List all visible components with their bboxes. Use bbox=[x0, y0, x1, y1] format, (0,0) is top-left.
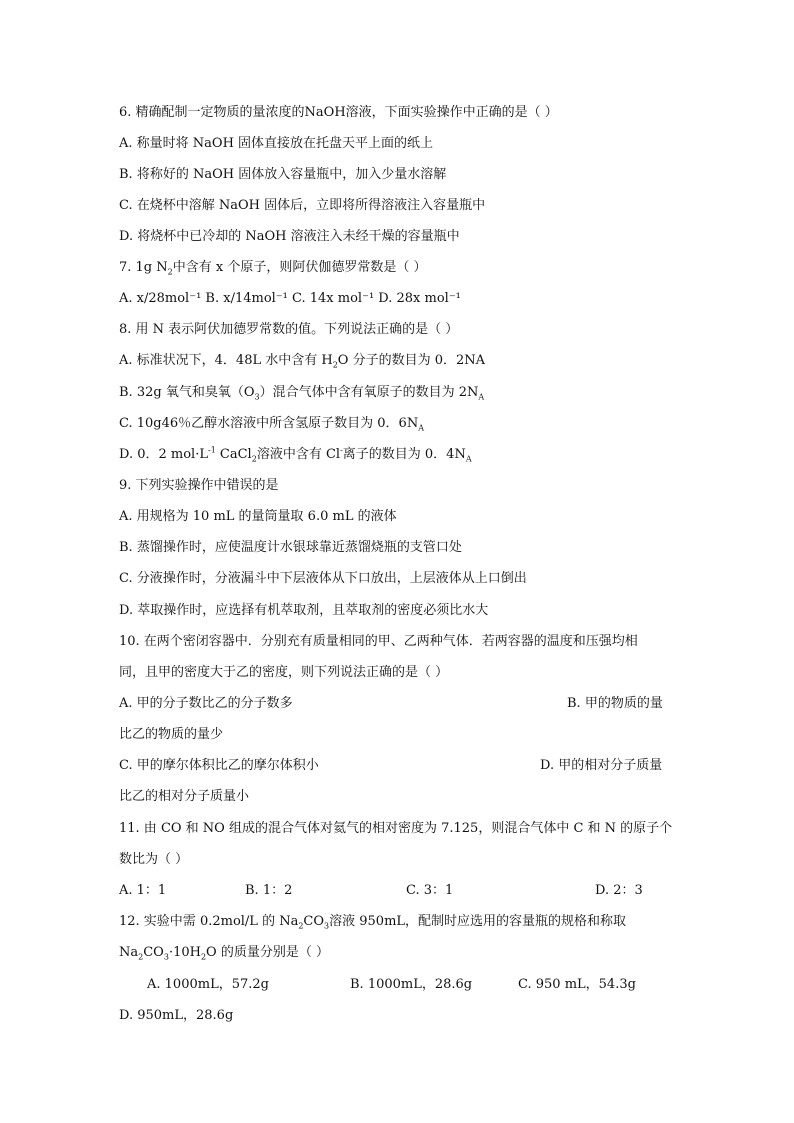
q8-a-sub: 2 bbox=[332, 360, 338, 370]
question-9-option-b: B. 蒸馏操作时，应使温度计水银球靠近蒸馏烧瓶的支管口处 bbox=[119, 540, 462, 555]
question-10-option-d-part2: 比乙的相对分子质量小 bbox=[119, 789, 250, 804]
question-7-stem bbox=[119, 259, 426, 277]
q12-s1-post: 溶液 950mL，配制时应选用的容量瓶的规格和称取 bbox=[329, 914, 627, 929]
q8-b-mid: ）混合气体中含有氧原子的数目为 2N bbox=[259, 385, 479, 400]
question-6-option-d: D. 将烧杯中已冷却的 NaOH 溶液注入未经干燥的容量瓶中 bbox=[119, 229, 460, 244]
question-7-options: A. x/28mol⁻¹ B. x/14mol⁻¹ C. 14x mol⁻¹ D. 28x mol⁻¹ bbox=[119, 291, 461, 306]
question-12-option-d: D. 950mL，28.6g bbox=[119, 1008, 234, 1023]
question-6-option-c: C. 在烧杯中溶解 NaOH 固体后，立即将所得溶液注入容量瓶中 bbox=[119, 198, 486, 213]
question-6-stem: 6. 精确配制一定物质的量浓度的NaOH溶液，下面实验操作中正确的是（ ） bbox=[119, 105, 558, 120]
q8-d-mid: CaCl bbox=[215, 447, 252, 462]
question-9-option-c: C. 分液操作时，分液漏斗中下层液体从下口放出，上层液体从上口倒出 bbox=[119, 571, 527, 586]
q12-s2-sub3: 2 bbox=[200, 952, 207, 962]
question-12-option-b: B. 1000mL，28.6g bbox=[350, 977, 473, 992]
question-9-option-a: A. 用规格为 10 mL 的量筒量取 6.0 mL 的液体 bbox=[119, 509, 397, 524]
q12-s2-sub2: 3 bbox=[163, 952, 169, 962]
question-8-option-b bbox=[119, 384, 484, 402]
q12-s2-post: O 的质量分别是（ ） bbox=[206, 945, 329, 960]
question-12-option-a: A. 1000mL，57.2g bbox=[147, 977, 269, 992]
q12-s1-pre: 12. 实验中需 0.2mol/L 的 Na bbox=[119, 914, 299, 929]
question-8-stem: 8. 用 N 表示阿伏加德罗常数的值。下列说法正确的是（ ） bbox=[119, 322, 459, 337]
question-10-stem-line1: 10. 在两个密闭容器中．分别充有质量相同的甲、乙两种气体．若两容器的温度和压强均相 bbox=[119, 634, 638, 649]
question-10-option-c: C. 甲的摩尔体积比乙的摩尔体积小 bbox=[119, 758, 319, 773]
q8-c-sub: A bbox=[418, 423, 424, 433]
q12-s1-sub: 2 bbox=[298, 921, 304, 931]
question-8-option-c bbox=[119, 415, 424, 433]
question-11-option-d: D. 2：3 bbox=[595, 883, 643, 898]
question-8-option-a bbox=[119, 352, 485, 370]
q12-s1-mid: CO bbox=[303, 914, 325, 929]
question-6-option-a: A. 称量时将 NaOH 固体直接放在托盘天平上面的纸上 bbox=[119, 136, 434, 151]
q8-d-mid2: 溶液中含有 Cl bbox=[256, 447, 341, 462]
q8-d-pre: D. 0．2 mol·L bbox=[119, 447, 208, 462]
q12-s2-mid2: ·10H bbox=[168, 945, 201, 960]
question-10-option-b-part2: 比乙的物质的量少 bbox=[119, 727, 224, 742]
question-12-option-c: C. 950 mL，54.3g bbox=[518, 977, 636, 992]
q8-b-pre: B. 32g 氧气和臭氧（O bbox=[119, 385, 255, 400]
question-10-stem-line2: 同，且甲的密度大于乙的密度，则下列说法正确的是（ ） bbox=[119, 665, 449, 680]
q12-s2-pre: Na bbox=[119, 945, 139, 960]
q12-s2-sub: 2 bbox=[138, 952, 144, 962]
q12-s2-mid: CO bbox=[143, 945, 164, 960]
q8-a-pre: A. 标准状况下，4．48L 水中含有 H bbox=[119, 353, 333, 368]
q7-stem-post: 中含有 x 个原子，则阿伏伽德罗常数是（ ） bbox=[172, 260, 427, 275]
question-9-option-d: D. 萃取操作时，应选择有机萃取剂，且萃取剂的密度必须比水大 bbox=[119, 603, 489, 618]
q8-a-post: O 分子的数目为 0．2NA bbox=[337, 353, 486, 368]
question-8-option-d bbox=[119, 446, 472, 464]
q8-c-pre: C. 10g46％乙醇水溶液中所含氢原子数目为 0．6N bbox=[119, 416, 419, 431]
q8-d-sub2: A bbox=[465, 454, 472, 464]
q8-b-sub2: A bbox=[478, 392, 485, 402]
question-11-option-a: A. 1：1 bbox=[119, 883, 167, 898]
question-11-option-b: B. 1：2 bbox=[245, 883, 293, 898]
q8-d-sup2: - bbox=[340, 445, 343, 455]
q12-s1-sub2: 3 bbox=[324, 921, 330, 931]
question-10-option-a: A. 甲的分子数比乙的分子数多 bbox=[119, 696, 293, 711]
q8-d-sup: -1 bbox=[207, 445, 216, 455]
question-10-option-b-part1: B. 甲的物质的量 bbox=[567, 696, 663, 711]
question-12-stem-line1 bbox=[119, 913, 626, 931]
q8-b-sub: 3 bbox=[254, 392, 260, 402]
question-11-option-c: C. 3：1 bbox=[406, 883, 454, 898]
question-9-stem: 9. 下列实验操作中错误的是 bbox=[119, 478, 279, 493]
q8-d-post: 离子的数目为 0．4N bbox=[342, 447, 466, 462]
question-11-stem-line1: 11. 由 CO 和 NO 组成的混合气体对氦气的相对密度为 7.125，则混合气体中 C 和 N 的原子个 bbox=[119, 821, 673, 836]
question-11-stem-line2: 数比为（ ） bbox=[119, 852, 189, 867]
q8-d-sub: 2 bbox=[251, 454, 257, 464]
question-10-option-d-part1: D. 甲的相对分子质量 bbox=[540, 758, 663, 773]
question-12-stem-line2 bbox=[119, 944, 329, 962]
q7-stem-sub: 2 bbox=[167, 267, 173, 277]
question-6-option-b: B. 将称好的 NaOH 固体放入容量瓶中，加入少量水溶解 bbox=[119, 167, 447, 182]
q7-stem-pre: 7. 1g N bbox=[119, 260, 168, 275]
